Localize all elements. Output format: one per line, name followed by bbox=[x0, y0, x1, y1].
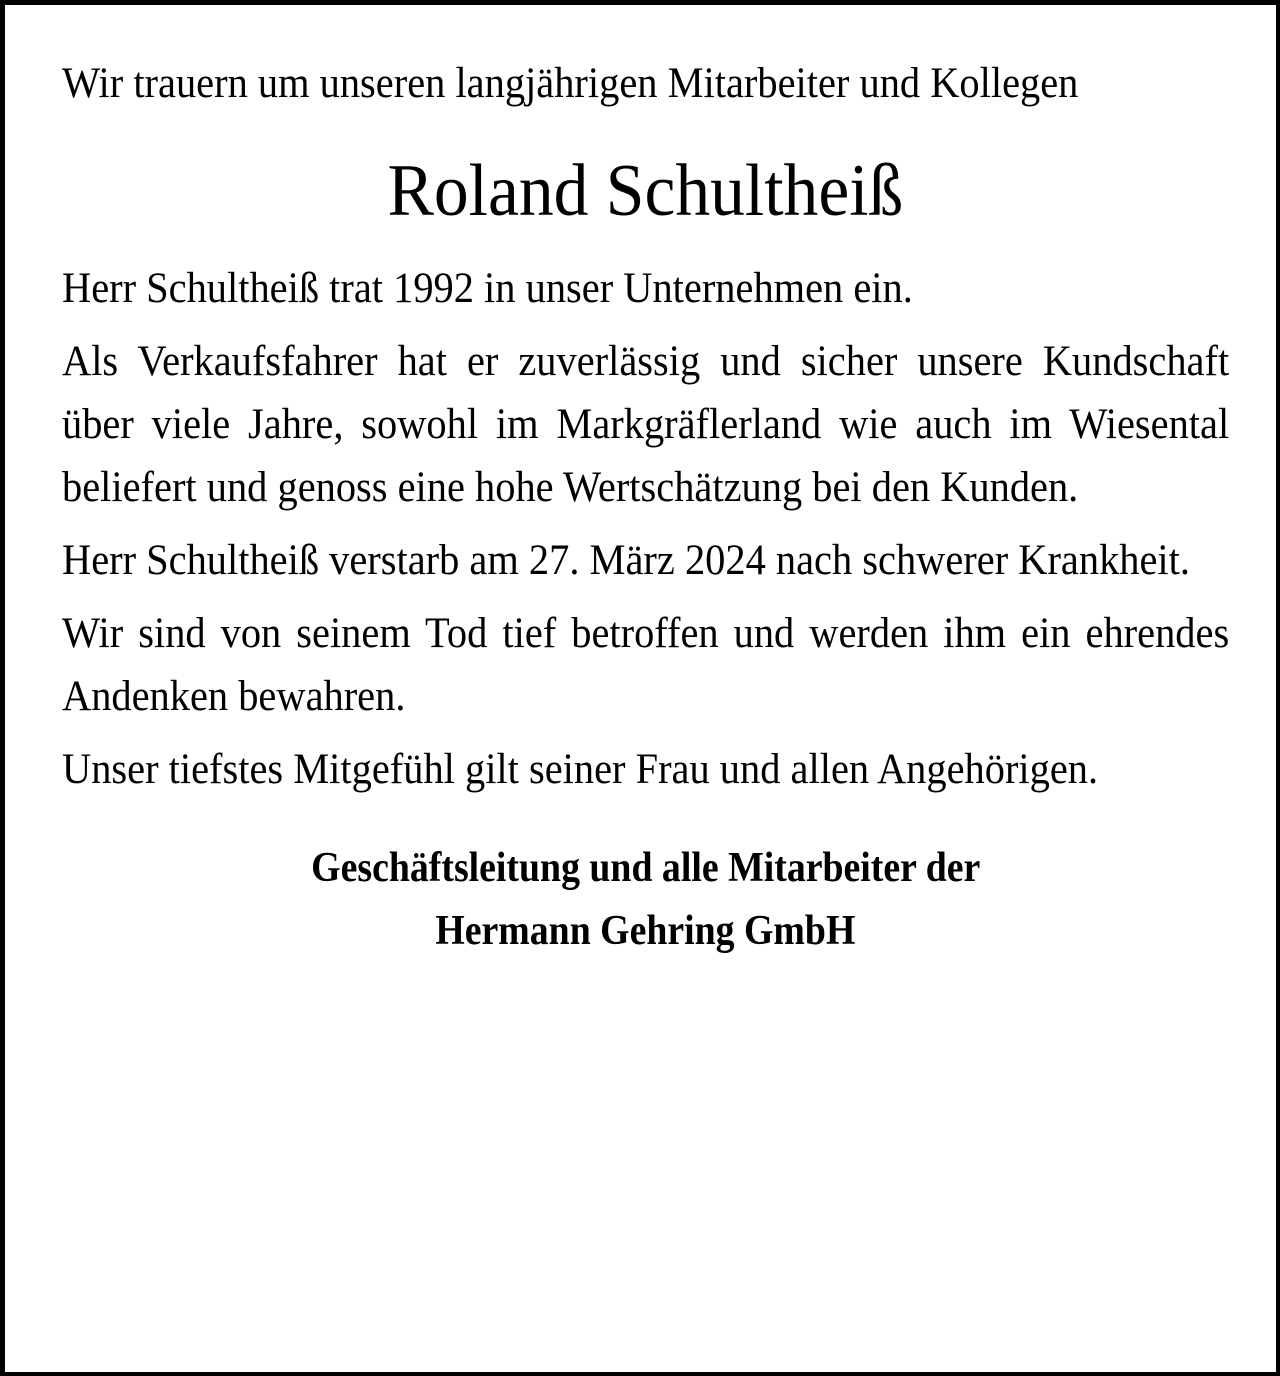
obituary-content bbox=[62, 52, 1229, 963]
intro-text: Wir trauern um unseren langjährigen Mitarbeiter und Kollegen bbox=[62, 60, 1079, 107]
signature-line-2: Hermann Gehring GmbH bbox=[435, 908, 856, 954]
paragraph-joined: Herr Schultheiß trat 1992 in unser Unternehmen ein. bbox=[62, 265, 913, 312]
deceased-name: Roland Schultheiß bbox=[387, 150, 904, 232]
paragraph-memory: Wir sind von seinem Tod tief betroffen und werden ihm ein ehrendes Andenken bewahren. bbox=[62, 610, 1230, 720]
paragraph-condolence: Unser tiefstes Mitgefühl gilt seiner Frau und allen Angehörigen. bbox=[62, 746, 1099, 793]
body-paragraphs bbox=[62, 257, 1229, 801]
signature-line-1: Geschäftsleitung und alle Mitarbeiter der bbox=[310, 845, 981, 891]
deceased-name-heading bbox=[62, 141, 1229, 241]
signature-block bbox=[62, 837, 1229, 963]
paragraph-role: Als Verkaufsfahrer hat er zuverlässig und sicher unsere Kundschaft über viele Jahre, sowohl im Markgräflerland wie auch im Wiesental beliefert und genoss eine hohe Wertschätzung bei den Kunden. bbox=[62, 338, 1230, 511]
paragraph-death: Herr Schultheiß verstarb am 27. März 2024 nach schwerer Krankheit. bbox=[62, 537, 1190, 584]
intro-block bbox=[62, 52, 1229, 115]
